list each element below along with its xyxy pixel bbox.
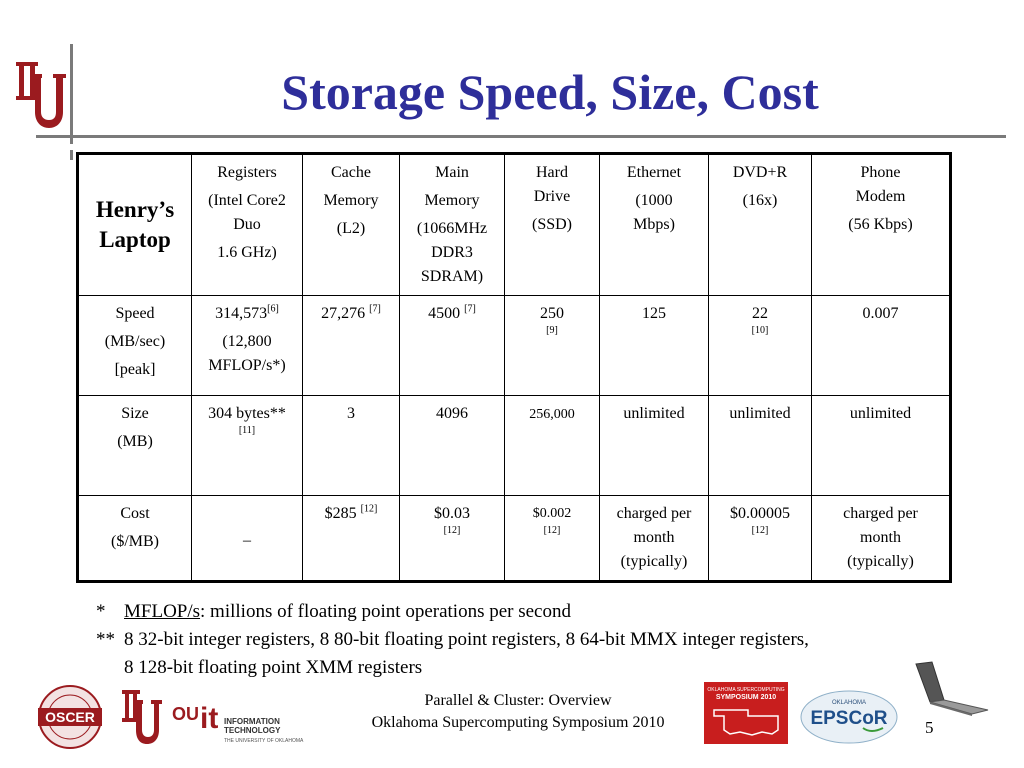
citation-ref: [12] [543,525,561,536]
table-row-speed [78,296,951,396]
table-corner-cell [78,154,192,296]
row-label-cost [78,496,192,582]
frame-horizontal-line [36,135,1006,138]
header-text: Memory [323,192,379,209]
storage-table [76,152,952,583]
row-label-speed [78,296,192,396]
header-text: (Intel Core2 Duo [208,192,286,233]
header-text: 1.6 GHz) [217,244,277,261]
cell-speed-dvd [709,296,812,396]
citation-ref: [12] [751,525,769,536]
header-text: (16x) [742,192,778,209]
cell-value: charged per month (typically) [843,505,918,570]
cell-value: 250 [540,305,564,322]
page-number: 5 [925,718,934,737]
footnote-text: 8 32-bit integer registers, 8 80-bit floating point registers, 8 64-bit MMX integer registers, [124,629,809,650]
oscer-logo [24,684,116,750]
cell-cost-hard-drive [505,496,600,582]
cell-size-phone-modem [812,396,951,496]
footnote-registers [96,626,996,654]
header-registers [192,154,303,296]
row-label-text: Speed [115,305,155,322]
cell-value: 314,573 [215,305,268,322]
cell-value: $285 [324,505,361,522]
header-text: (56 Kbps) [848,216,913,233]
header-text: Registers [217,164,277,181]
svg-text:TECHNOLOGY: TECHNOLOGY [224,726,281,735]
cell-extra: (12,800 [222,333,272,350]
header-ethernet [600,154,709,296]
table-row-cost [78,496,951,582]
cell-value: 304 bytes** [208,405,286,422]
citation-ref: [12] [360,503,378,515]
citation-ref: [12] [443,525,461,536]
cell-value: 4500 [428,305,465,322]
cell-cost-cache [303,496,400,582]
cell-value: $0.002 [532,506,572,521]
header-text: (1066MHz DDR3 SDRAM) [416,220,488,285]
svg-text:it: it [200,702,219,735]
header-text: (1000 Mbps) [633,192,675,233]
header-text: DVD+R [732,164,788,181]
footer-line1: Parallel & Cluster: Overview [424,692,612,709]
footnote-mark: * [96,601,106,622]
row-label-text: Cost [120,505,150,522]
cell-value: 256,000 [529,407,575,422]
cell-value: 3 [347,405,355,422]
header-text: Phone Modem [855,164,906,205]
svg-text:OKLAHOMA: OKLAHOMA [831,700,867,706]
epscor-logo [797,688,901,746]
cell-size-hard-drive [505,396,600,496]
header-text: (L2) [336,220,366,237]
corner-label-line1: Henry’s [95,197,175,222]
ou-logo [12,52,70,134]
table-row-size [78,396,951,496]
citation-ref: [9] [546,325,558,336]
cell-value: unlimited [623,405,685,422]
row-label-text: ($/MB) [111,533,159,550]
cell-value: $0.00005 [730,505,790,522]
row-label-text: (MB/sec) [104,333,166,350]
laptop-image [910,660,990,722]
information-technology-logo [170,690,304,748]
cell-cost-main-memory [400,496,505,582]
cell-speed-main-memory [400,296,505,396]
cell-value: $0.03 [434,505,470,522]
header-phone-modem [812,154,951,296]
citation-ref: [6] [267,303,279,315]
cell-speed-ethernet [600,296,709,396]
footnote-mark: ** [96,629,115,650]
svg-text:OKLAHOMA SUPERCOMPUTING: OKLAHOMA SUPERCOMPUTING [707,687,785,693]
footnote-mflops [96,598,996,626]
citation-ref: [7] [369,303,381,315]
row-label-text: Size [121,405,149,422]
citation-ref: [7] [464,303,476,315]
footnotes [96,598,996,682]
footer-line2: Oklahoma Supercomputing Symposium 2010 [371,714,665,731]
citation-ref: [10] [751,325,769,336]
cell-value: 125 [642,305,666,322]
cell-cost-registers [192,496,303,582]
cell-size-ethernet [600,396,709,496]
svg-text:THE UNIVERSITY OF OKLAHOMA: THE UNIVERSITY OF OKLAHOMA [224,738,304,744]
footnote-text-continued: 8 128-bit floating point XMM registers [124,657,423,678]
corner-label-line2: Laptop [99,227,171,252]
svg-text:EPSCoR: EPSCoR [810,708,888,729]
header-text: Memory [424,192,480,209]
cell-speed-cache [303,296,400,396]
cell-cost-ethernet [600,496,709,582]
header-cache [303,154,400,296]
header-text: Main [435,164,469,181]
footer-text [318,690,718,734]
header-text: Cache [331,164,371,181]
cell-extra: MFLOP/s*) [208,357,286,374]
footnote-text: : millions of floating point operations per second [200,601,571,622]
slide-title: Storage Speed, Size, Cost [281,64,819,120]
cell-speed-hard-drive [505,296,600,396]
row-label-text: (MB) [117,433,153,450]
cell-size-main-memory [400,396,505,496]
cell-size-dvd [709,396,812,496]
row-label-size [78,396,192,496]
cell-cost-dvd [709,496,812,582]
cell-speed-phone-modem [812,296,951,396]
header-hard-drive [505,154,600,296]
oscer-logo-text: OSCER [45,709,95,725]
svg-text:INFORMATION: INFORMATION [224,717,280,726]
cell-value: unlimited [729,405,791,422]
cell-size-registers [192,396,303,496]
header-text: Hard Drive [533,164,571,205]
header-text: (SSD) [531,216,572,233]
cell-value: 27,276 [321,305,370,322]
cell-size-cache [303,396,400,496]
cell-value: 4096 [436,405,468,422]
cell-value: – [243,532,251,549]
frame-vertical-line-lower [70,150,73,160]
frame-vertical-line [70,44,73,144]
footnote-term: MFLOP/s [124,601,201,622]
svg-text:OU: OU [172,704,199,724]
cell-value: charged per month (typically) [616,505,692,570]
header-dvd [709,154,812,296]
table-header-row [78,154,951,296]
cell-value: 22 [752,305,768,322]
row-label-text: [peak] [114,361,156,378]
citation-ref: [11] [238,425,256,436]
svg-text:SYMPOSIUM 2010: SYMPOSIUM 2010 [715,694,777,701]
header-text: Ethernet [626,164,682,181]
ou-footer-logo [120,686,164,748]
cell-cost-phone-modem [812,496,951,582]
symposium-logo [704,682,788,744]
cell-value: unlimited [849,405,912,422]
cell-value: 0.007 [862,305,899,322]
header-main-memory [400,154,505,296]
cell-speed-registers [192,296,303,396]
